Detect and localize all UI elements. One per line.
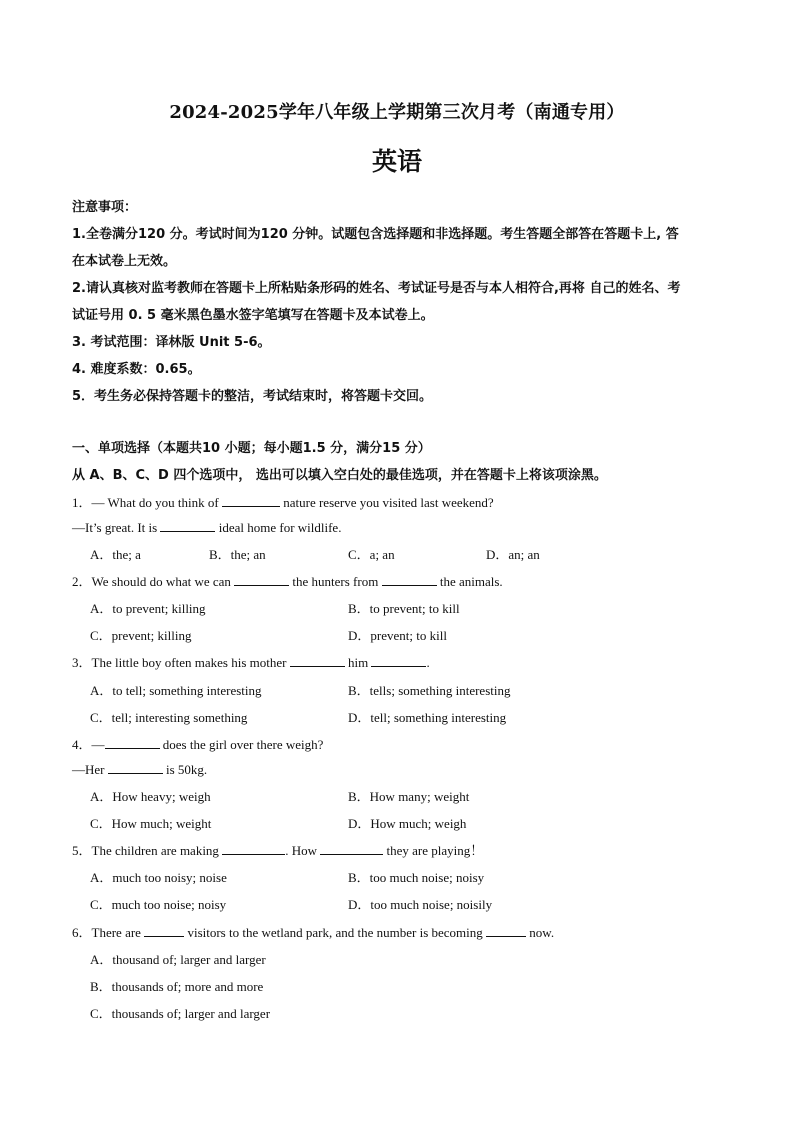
question-5-option-c[interactable]: C．much too noise; noisy bbox=[90, 897, 227, 912]
question-2-text-part-2: the hunters from bbox=[289, 574, 382, 589]
question-4-stem bbox=[72, 734, 323, 753]
notice-item-1-line-2: 在本试卷上无效。 bbox=[72, 254, 177, 269]
question-4-option-c[interactable]: C．How much; weight bbox=[90, 816, 212, 831]
question-2-blank-2 bbox=[382, 572, 437, 586]
question-1-text-part-2: nature reserve you visited last weekend? bbox=[280, 495, 494, 510]
question-4-blank-1 bbox=[105, 735, 160, 749]
question-4-blank-2 bbox=[108, 760, 163, 774]
notice-item-2-line-2: 试证号用 0. 5 毫米黑色墨水签字笔填写在答题卡及本试卷上。 bbox=[72, 308, 434, 323]
question-3-blank-1 bbox=[290, 653, 345, 667]
question-1-text-part-1: — What do you think of bbox=[91, 495, 222, 510]
notice-item-2-line-1: 2.请认真核对监考教师在答题卡上所粘贴条形码的姓名、考试证号是否与本人相符合,再将 自己的姓名、考 bbox=[72, 281, 681, 296]
question-5-number: 5． bbox=[72, 843, 92, 858]
question-2-option-d[interactable]: D．prevent; to kill bbox=[348, 628, 447, 643]
question-3-option-a[interactable]: A．to tell; something interesting bbox=[90, 683, 262, 698]
question-5-text-part-1: The children are making bbox=[91, 843, 223, 858]
question-1-blank-1 bbox=[222, 493, 280, 507]
question-5-blank-1 bbox=[222, 841, 285, 855]
notice-item-5: 5．考生务必保持答题卡的整洁，考试结束时，将答题卡交回。 bbox=[72, 389, 433, 404]
question-3-option-c[interactable]: C．tell; interesting something bbox=[90, 710, 248, 725]
question-2-text-part-1: We should do what we can bbox=[91, 574, 235, 589]
question-1-number: 1． bbox=[72, 495, 92, 510]
question-6-blank-2 bbox=[486, 923, 526, 937]
question-1-response-part-1: —It’s great. It is bbox=[72, 520, 161, 535]
question-2-stem bbox=[72, 571, 503, 590]
question-5-option-b[interactable]: B．too much noise; noisy bbox=[348, 870, 485, 885]
question-6-option-c[interactable]: C．thousands of; larger and larger bbox=[90, 1006, 271, 1021]
question-3-stem bbox=[72, 652, 430, 671]
question-1-option-d[interactable]: D．an; an bbox=[486, 547, 540, 562]
question-6-text-part-3: now. bbox=[526, 925, 555, 940]
question-3-text-part-2: him bbox=[344, 655, 372, 670]
notice-heading: 注意事项： bbox=[72, 200, 138, 215]
question-3-option-d[interactable]: D．tell; something interesting bbox=[348, 710, 507, 725]
question-1-option-a[interactable]: A．the; a bbox=[90, 547, 141, 562]
question-6-number: 6． bbox=[72, 925, 92, 940]
question-5-text-part-3: they are playing！ bbox=[383, 843, 484, 858]
notice-item-3: 3. 考试范围：译林版 Unit 5-6。 bbox=[72, 335, 271, 350]
question-2-option-c[interactable]: C．prevent; killing bbox=[90, 628, 192, 643]
question-4-number: 4． bbox=[72, 737, 92, 752]
question-1-stem bbox=[72, 492, 494, 511]
subject-title: 英语 bbox=[371, 147, 422, 176]
question-6-option-b[interactable]: B．thousands of; more and more bbox=[90, 979, 264, 994]
question-3-option-b[interactable]: B．tells; something interesting bbox=[348, 683, 511, 698]
section-1-instruction: 从 A、B、C、D 四个选项中， 选出可以填入空白处的最佳选项，并在答题卡上将该项涂黑。 bbox=[72, 468, 607, 483]
section-1-heading: 一、单项选择（本题共10 小题；每小题1.5 分，满分15 分） bbox=[72, 441, 431, 456]
question-3-number: 3． bbox=[72, 655, 92, 670]
question-1-response-line bbox=[72, 518, 341, 536]
question-4-response-part-2: is 50kg. bbox=[162, 762, 208, 777]
question-2-option-a[interactable]: A．to prevent; killing bbox=[90, 601, 206, 616]
exam-title: 2024-2025学年八年级上学期第三次月考（南通专用） bbox=[169, 102, 625, 123]
question-5-blank-2 bbox=[320, 841, 383, 855]
notice-item-1-line-1: 1.全卷满分120 分。考试时间为120 分钟。试题包含选择题和非选择题。考生答题全部答在答题卡上, 答 bbox=[72, 227, 679, 242]
question-4-option-d[interactable]: D．How much; weigh bbox=[348, 816, 467, 831]
question-1-option-c[interactable]: C．a; an bbox=[348, 547, 395, 562]
question-6-text-part-1: There are bbox=[91, 925, 145, 940]
question-4-text-part-2: does the girl over there weigh? bbox=[159, 737, 324, 752]
question-4-option-a[interactable]: A．How heavy; weigh bbox=[90, 789, 211, 804]
question-5-stem bbox=[72, 840, 483, 859]
question-6-option-a[interactable]: A．thousand of; larger and larger bbox=[90, 952, 266, 967]
question-4-response-line bbox=[72, 760, 207, 778]
question-4-text-part-1: — bbox=[91, 737, 105, 752]
question-2-option-b[interactable]: B．to prevent; to kill bbox=[348, 601, 460, 616]
question-5-option-a[interactable]: A．much too noisy; noise bbox=[90, 870, 227, 885]
notice-item-4: 4. 难度系数：0.65。 bbox=[72, 362, 201, 377]
question-6-blank-1 bbox=[144, 923, 184, 937]
question-6-text-part-2: visitors to the wetland park, and the number is becoming bbox=[184, 925, 487, 940]
question-2-text-part-3: the animals. bbox=[436, 574, 503, 589]
question-2-blank-1 bbox=[234, 572, 289, 586]
question-1-response-part-2: ideal home for wildlife. bbox=[215, 520, 342, 535]
question-3-text-part-1: The little boy often makes his mother bbox=[91, 655, 290, 670]
question-3-blank-2 bbox=[371, 653, 426, 667]
question-6-stem bbox=[72, 922, 554, 941]
question-2-number: 2． bbox=[72, 574, 92, 589]
question-5-text-part-2: . How bbox=[285, 843, 321, 858]
question-4-option-b[interactable]: B．How many; weight bbox=[348, 789, 470, 804]
question-3-text-part-3: . bbox=[426, 655, 430, 670]
question-1-option-b[interactable]: B．the; an bbox=[209, 547, 266, 562]
question-5-option-d[interactable]: D．too much noise; noisily bbox=[348, 897, 493, 912]
question-1-blank-2 bbox=[160, 518, 215, 532]
question-4-response-part-1: —Her bbox=[72, 762, 108, 777]
